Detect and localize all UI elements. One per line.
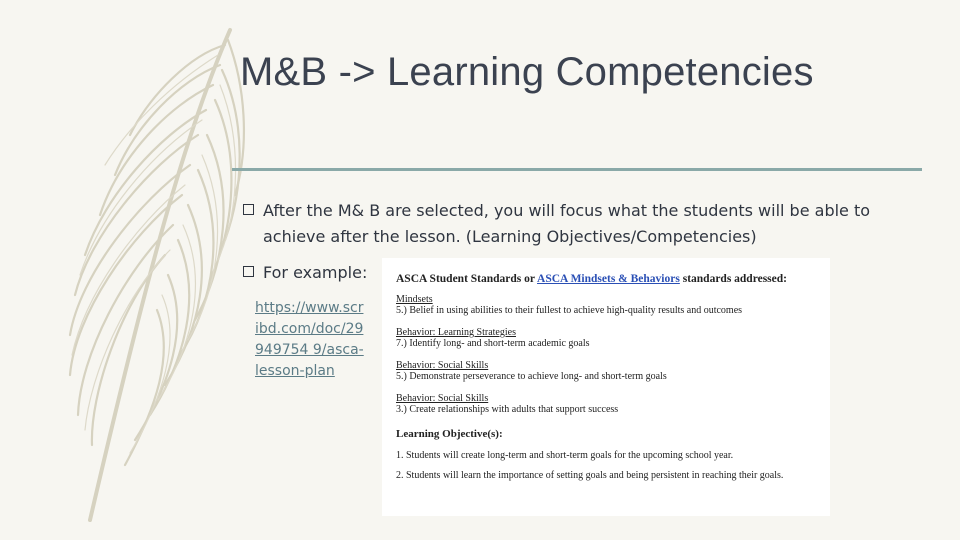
bullet-item [243, 198, 903, 250]
section-title: Behavior: Social Skills [396, 393, 489, 404]
standard-section [396, 327, 820, 350]
objective-item: 2. Students will learn the importance of setting goals and being persistent in reaching their goals. [396, 470, 784, 481]
title-divider [232, 168, 922, 171]
objectives-title: Learning Objective(s): [396, 428, 503, 440]
header-text: standards addressed: [679, 273, 787, 285]
section-line: 5.) Belief in using abilities to their fullest to achieve high-quality results and outcomes [396, 305, 743, 316]
checkbox-square-icon [243, 266, 254, 277]
mindsets-behaviors-link[interactable]: ASCA Mindsets & Behaviors [537, 273, 680, 285]
section-title: Behavior: Learning Strategies [396, 327, 516, 338]
scribd-link[interactable]: https://www.scribd.com/doc/29949754 9/asca-lesson-plan [255, 300, 364, 379]
section-line: 5.) Demonstrate perseverance to achieve long- and short-term goals [396, 371, 667, 382]
lesson-plan-excerpt [382, 258, 830, 516]
slide-title: M&B -> Learning Competencies [240, 50, 814, 94]
section-title: Behavior: Social Skills [396, 360, 489, 371]
bullet-text: After the M& B are selected, you will focus what the students will be able to achieve after the lesson. (Learning Objectives/Competencies) [263, 201, 871, 246]
checkbox-square-icon [243, 204, 254, 215]
standard-section [396, 294, 820, 317]
section-line: 7.) Identify long- and short-term academic goals [396, 338, 590, 349]
header-text: ASCA Student Standards or [396, 273, 538, 285]
bullet-text: For example: [263, 263, 368, 282]
section-line: 3.) Create relationships with adults that support success [396, 404, 619, 415]
standard-section [396, 360, 820, 383]
standards-header [396, 272, 820, 286]
bullet-item [243, 260, 383, 286]
objective-item: 1. Students will create long-term and short-term goals for the upcoming school year. [396, 450, 734, 461]
feather-icon [30, 25, 260, 525]
section-title: Mindsets [396, 294, 433, 305]
standard-section [396, 393, 820, 416]
